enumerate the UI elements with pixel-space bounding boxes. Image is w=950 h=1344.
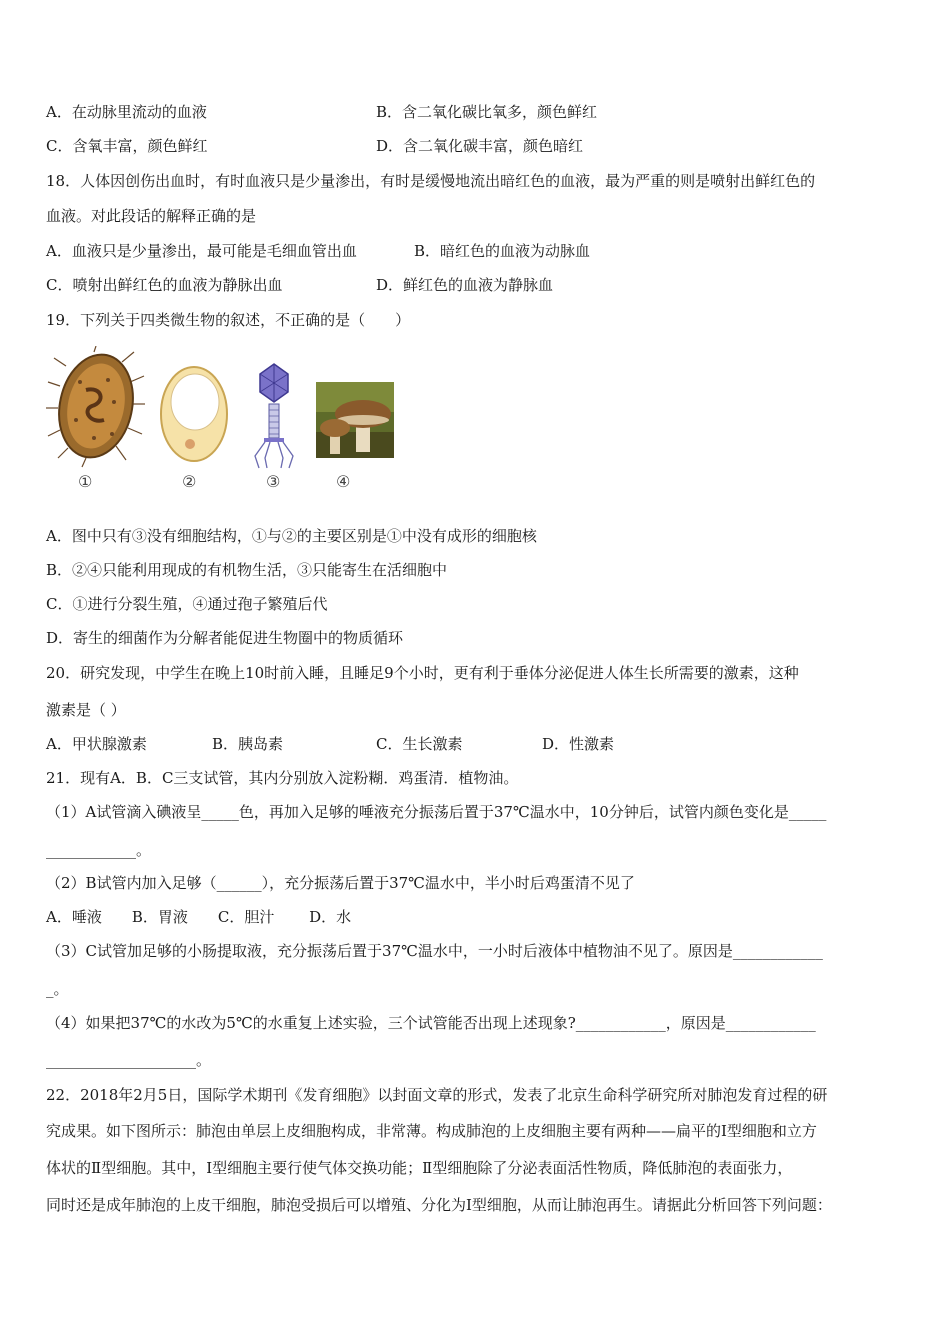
figure-label-4: ④ <box>336 472 351 491</box>
q21-part-1-line-2: ____________。 <box>46 841 152 859</box>
q18-option-b: B．暗红色的血液为动脉血 <box>414 242 591 260</box>
q17-option-a: A．在动脉里流动的血液 <box>46 103 207 121</box>
q21-part-3-line-2: _。 <box>46 980 69 998</box>
q21-part-2-options: A．唾液 B．胃液 C．胆汁 D．水 <box>46 908 352 926</box>
q17-option-c: C．含氧丰富，颜色鲜红 <box>46 137 208 155</box>
q21-part-1-line-1: （1）A试管滴入碘液呈_____色，再加入足够的唾液充分振荡后置于37℃温水中，10分钟后，试管内颜色变化是_____ <box>46 803 827 821</box>
q19-option-b: B．②④只能利用现成的有机物生活，③只能寄生在活细胞中 <box>46 561 448 579</box>
q20-option-c: C．生长激素 <box>376 735 463 753</box>
q19-option-d: D．寄生的细菌作为分解者能促进生物圈中的物质循环 <box>46 629 404 647</box>
q21-stem: 21．现有A．B．C三支试管，其内分别放入淀粉糊．鸡蛋清．植物油。 <box>46 769 519 787</box>
q22-paragraph-line-2: 究成果。如下图所示：肺泡由单层上皮细胞构成，非常薄。构成肺泡的上皮细胞主要有两种——扁平的Ⅰ型细胞和立方 <box>46 1122 817 1140</box>
bacterium-illustration <box>46 346 146 468</box>
q20-option-d: D．性激素 <box>542 735 615 753</box>
q22-paragraph-line-1: 22．2018年2月5日，国际学术期刊《发育细胞》以封面文章的形式，发表了北京生命科学研究所对肺泡发育过程的研 <box>46 1086 828 1104</box>
bacteriophage-illustration <box>251 362 297 470</box>
q19-option-c: C．①进行分裂生殖，④通过孢子繁殖后代 <box>46 595 328 613</box>
q17-option-d: D．含二氧化碳丰富，颜色暗红 <box>376 137 584 155</box>
q21-part-2: （2）B试管内加入足够（______），充分振荡后置于37℃温水中，半小时后鸡蛋清不见了 <box>46 874 635 892</box>
q20-stem-line-2: 激素是（ ） <box>46 701 126 719</box>
mushroom-illustration <box>316 382 394 458</box>
microorganism-figure <box>46 344 406 494</box>
q18-stem-line-1: 18．人体因创伤出血时，有时血液只是少量渗出，有时是缓慢地流出暗红色的血液，最为严重的则是喷射出鲜红色的 <box>46 172 816 190</box>
q18-option-d: D．鲜红色的血液为静脉血 <box>376 276 554 294</box>
q21-part-4-line-1: （4）如果把37℃的水改为5℃的水重复上述实验，三个试管能否出现上述现象?____________，原因是____________ <box>46 1014 816 1032</box>
q20-option-b: B．胰岛素 <box>212 735 284 753</box>
q20-stem-line-1: 20．研究发现，中学生在晚上10时前入睡，且睡足9个小时，更有利于垂体分泌促进人体生长所需要的激素，这种 <box>46 664 799 682</box>
q18-option-c: C．喷射出鲜红色的血液为静脉出血 <box>46 276 283 294</box>
q22-paragraph-line-3: 体状的Ⅱ型细胞。其中，Ⅰ型细胞主要行使气体交换功能；Ⅱ型细胞除了分泌表面活性物质，降低肺泡的表面张力， <box>46 1159 793 1177</box>
figure-label-1: ① <box>78 472 93 491</box>
q18-option-a: A．血液只是少量渗出，最可能是毛细血管出血 <box>46 242 357 260</box>
q21-part-4-line-2: ____________________。 <box>46 1051 212 1069</box>
q21-part-3-line-1: （3）C试管加足够的小肠提取液，充分振荡后置于37℃温水中，一小时后液体中植物油不见了。原因是____________ <box>46 942 823 960</box>
figure-label-2: ② <box>182 472 197 491</box>
figure-label-3: ③ <box>266 472 281 491</box>
yeast-cell-illustration <box>158 364 230 464</box>
q19-option-a: A．图中只有③没有细胞结构，①与②的主要区别是①中没有成形的细胞核 <box>46 527 537 545</box>
q22-paragraph-line-4: 同时还是成年肺泡的上皮干细胞，肺泡受损后可以增殖、分化为Ⅰ型细胞，从而让肺泡再生。请据此分析回答下列问题： <box>46 1196 832 1214</box>
q19-stem: 19．下列关于四类微生物的叙述，不正确的是（ ） <box>46 311 411 329</box>
q18-stem-line-2: 血液。对此段话的解释正确的是 <box>46 207 257 225</box>
q17-option-b: B．含二氧化碳比氧多，颜色鲜红 <box>376 103 598 121</box>
q20-option-a: A．甲状腺激素 <box>46 735 147 753</box>
